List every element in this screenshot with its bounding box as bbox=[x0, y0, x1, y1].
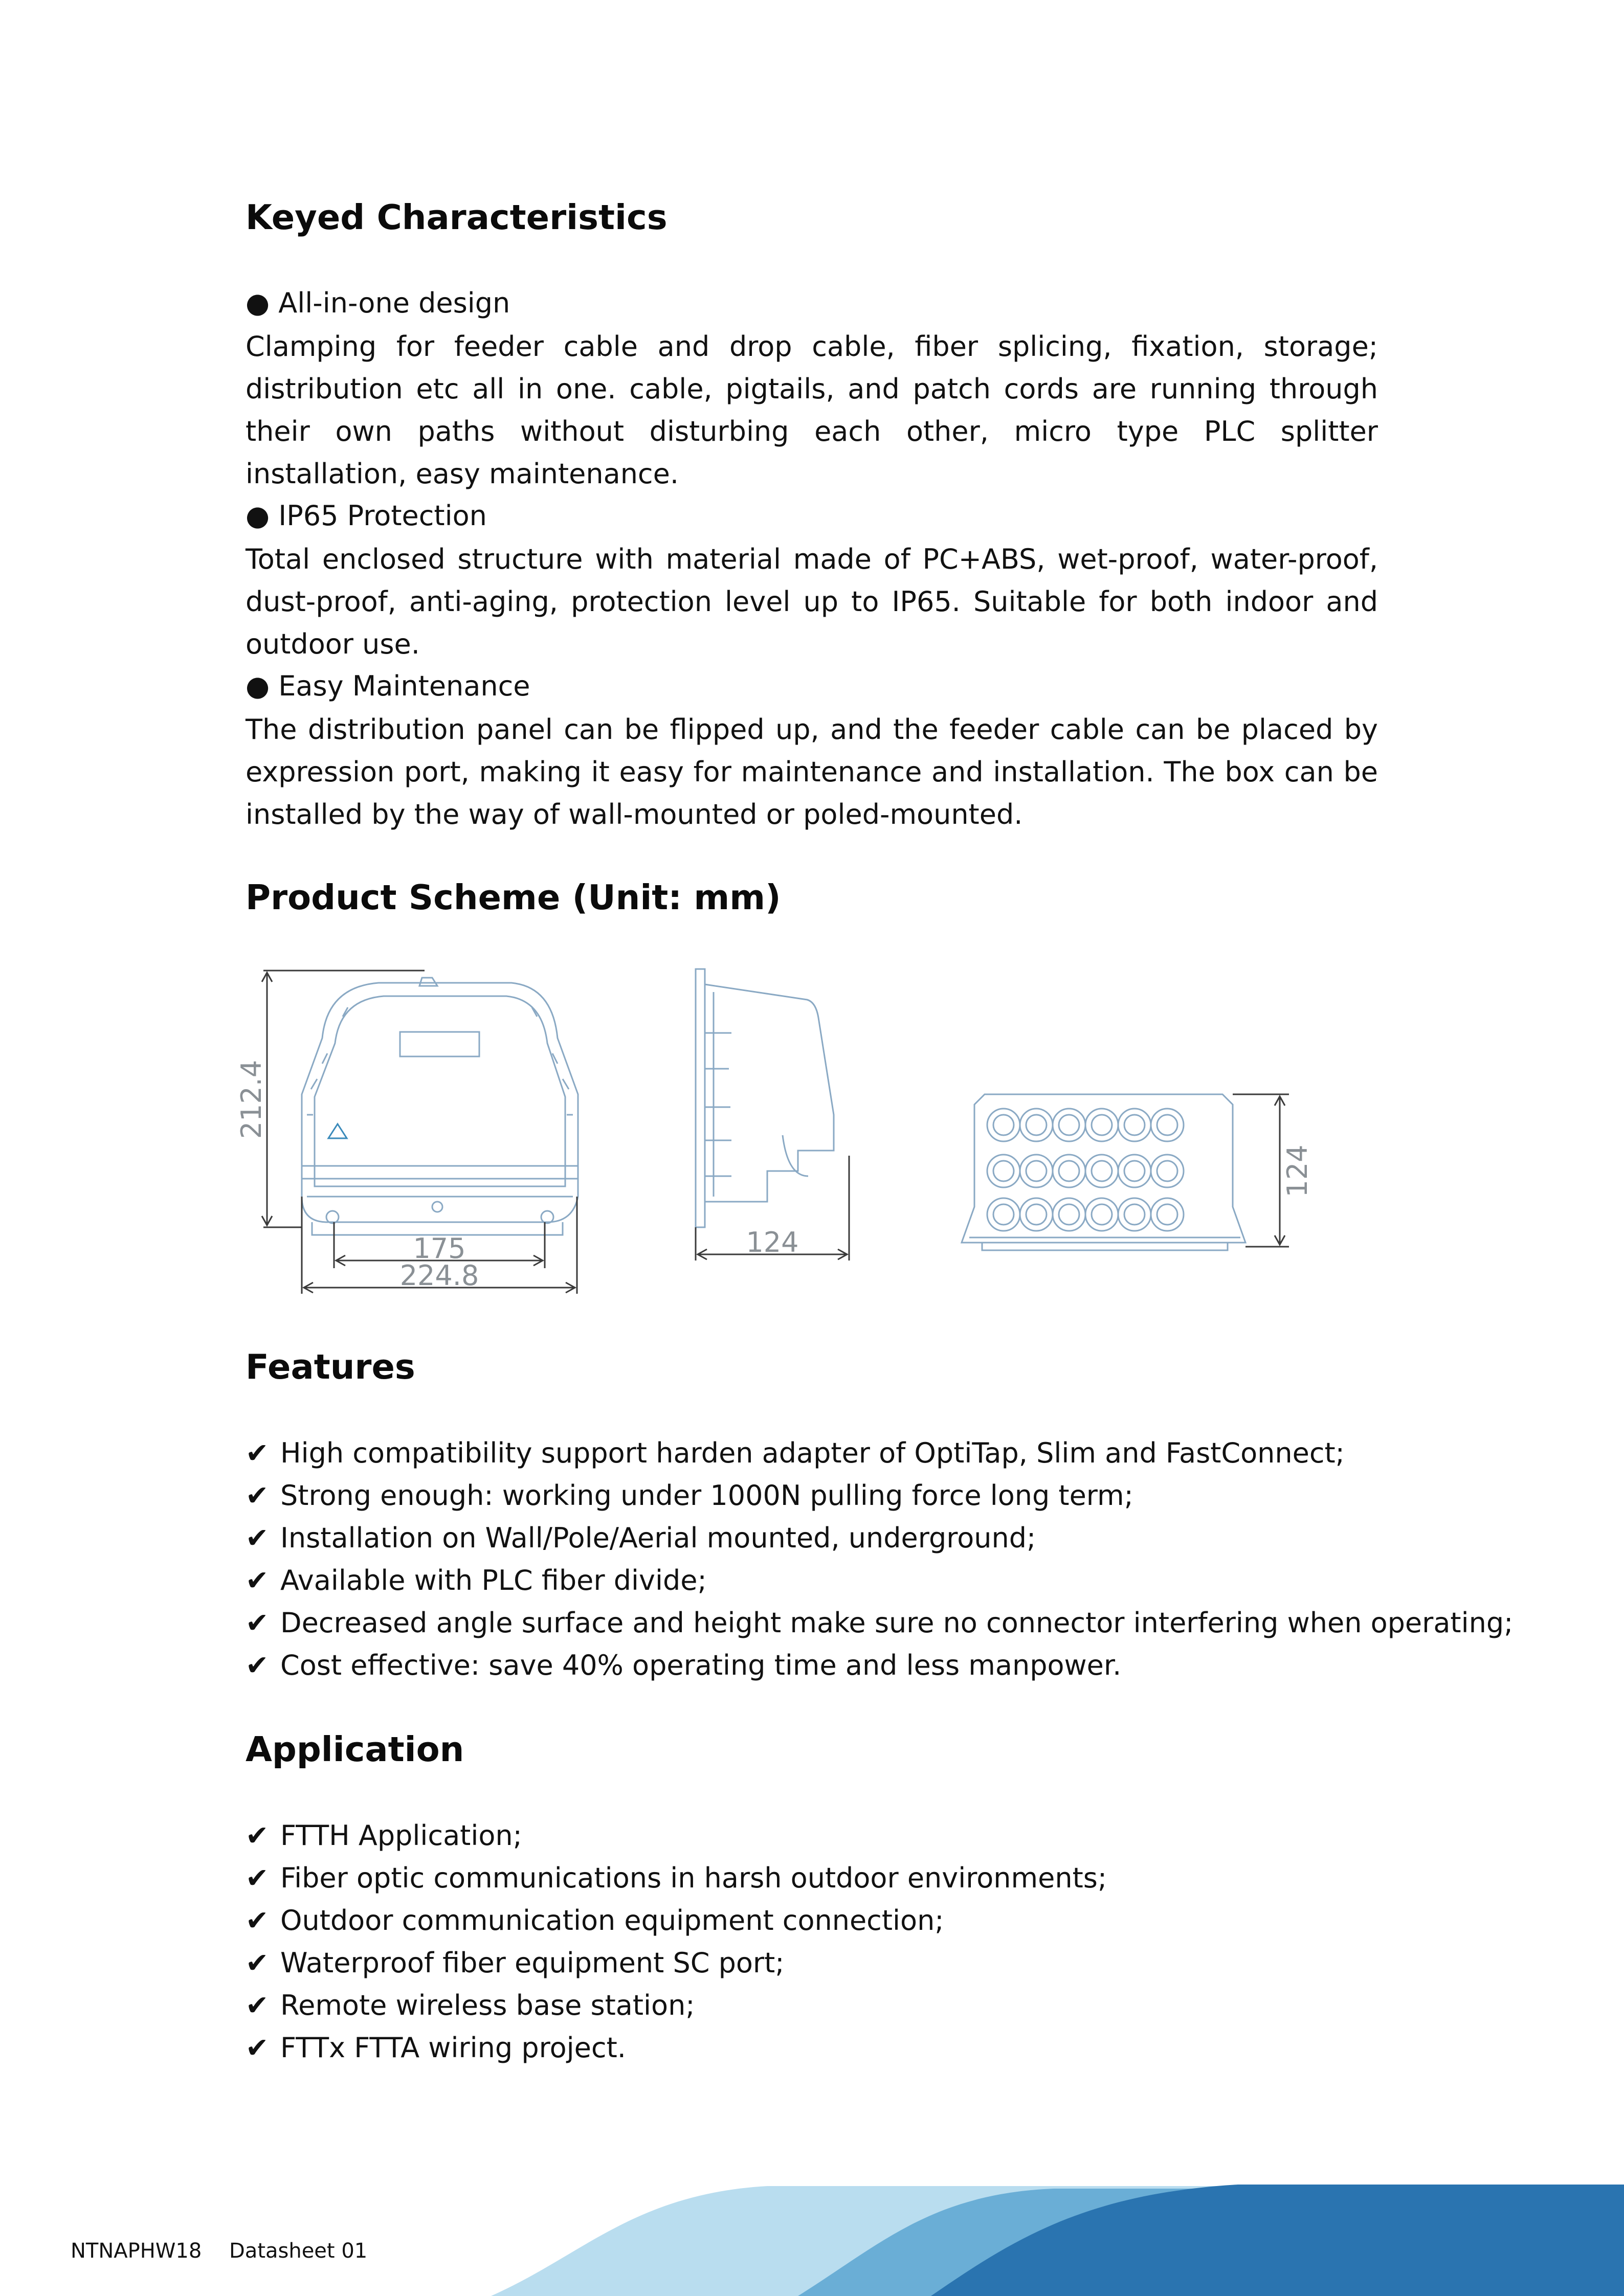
list-item: ✔ Installation on Wall/Pole/Aerial mounted, underground; bbox=[246, 1517, 1513, 1559]
footer-model: NTNAPHW18 bbox=[71, 2239, 202, 2263]
list-item: ✔ Available with PLC fiber divide; bbox=[246, 1559, 1513, 1602]
side-depth-label: 124 bbox=[746, 1226, 799, 1258]
list-item: ✔ FTTH Application; bbox=[246, 1814, 1107, 1857]
check-icon: ✔ bbox=[246, 1564, 269, 1596]
front-inner-width-label: 175 bbox=[413, 1232, 466, 1265]
item-title-all-in-one: ● All-in-one design bbox=[246, 287, 510, 319]
check-icon: ✔ bbox=[246, 1819, 269, 1852]
check-icon: ✔ bbox=[246, 1437, 269, 1469]
footer-waves bbox=[0, 2173, 1624, 2296]
item-body-easy-maintenance: The distribution panel can be flipped up, and the feeder cable can be placed by expression port, making it easy for maintenance and installation. The box can be installed by the way of wall-mounted or poled-mounted. bbox=[246, 713, 1378, 830]
application-list bbox=[246, 1814, 1107, 2069]
check-icon: ✔ bbox=[246, 2032, 269, 2064]
front-view-drawing bbox=[235, 961, 604, 1299]
item-body-all-in-one: Clamping for feeder cable and drop cable, fiber splicing, fixation, storage; distribution etc all in one. cable, pigtails, and patch cords are running through their own paths without disturbing each other, micro type PLC splitter installation, easy maintenance. bbox=[246, 330, 1378, 490]
check-icon: ✔ bbox=[246, 1862, 269, 1894]
list-item: ✔ High compatibility support harden adapter of OptiTap, Slim and FastConnect; bbox=[246, 1432, 1513, 1474]
check-icon: ✔ bbox=[246, 1904, 269, 1937]
list-item: ✔ Cost effective: save 40% operating time and less manpower. bbox=[246, 1644, 1513, 1686]
check-icon: ✔ bbox=[246, 1989, 269, 2021]
item-title-easy-maintenance: ● Easy Maintenance bbox=[246, 670, 530, 702]
check-icon: ✔ bbox=[246, 1947, 269, 1979]
check-icon: ✔ bbox=[246, 1649, 269, 1681]
check-icon: ✔ bbox=[246, 1479, 269, 1512]
bottom-height-label: 124 bbox=[1281, 1144, 1314, 1198]
features-list bbox=[246, 1432, 1513, 1686]
item-title-ip65: ● IP65 Protection bbox=[246, 500, 487, 532]
list-item: ✔ Waterproof fiber equipment SC port; bbox=[246, 1942, 1107, 1984]
check-icon: ✔ bbox=[246, 1522, 269, 1554]
check-icon: ✔ bbox=[246, 1607, 269, 1639]
bottom-view-drawing bbox=[962, 1084, 1350, 1258]
side-view-drawing bbox=[691, 961, 875, 1268]
product-scheme-heading: Product Scheme (Unit: mm) bbox=[246, 877, 781, 917]
features-heading: Features bbox=[246, 1347, 415, 1387]
list-item: ✔ Fiber optic communications in harsh outdoor environments; bbox=[246, 1857, 1107, 1899]
front-width-label: 224.8 bbox=[399, 1259, 479, 1292]
list-item: ✔ Outdoor communication equipment connection; bbox=[246, 1899, 1107, 1942]
footer-doc: Datasheet 01 bbox=[229, 2239, 368, 2263]
list-item: ✔ Strong enough: working under 1000N pulling force long term; bbox=[246, 1474, 1513, 1517]
list-item: ✔ Decreased angle surface and height make sure no connector interfering when operating; bbox=[246, 1602, 1513, 1644]
list-item: ✔ Remote wireless base station; bbox=[246, 1984, 1107, 2027]
list-item: ✔ FTTx FTTA wiring project. bbox=[246, 2027, 1107, 2069]
front-height-label: 212.4 bbox=[235, 1060, 268, 1139]
item-body-ip65: Total enclosed structure with material made of PC+ABS, wet-proof, water-proof, dust-proof, anti-aging, protection level up to IP65. Suitable for both indoor and outdoor use. bbox=[246, 543, 1378, 660]
keyed-characteristics-heading: Keyed Characteristics bbox=[246, 197, 668, 237]
application-heading: Application bbox=[246, 1729, 464, 1769]
